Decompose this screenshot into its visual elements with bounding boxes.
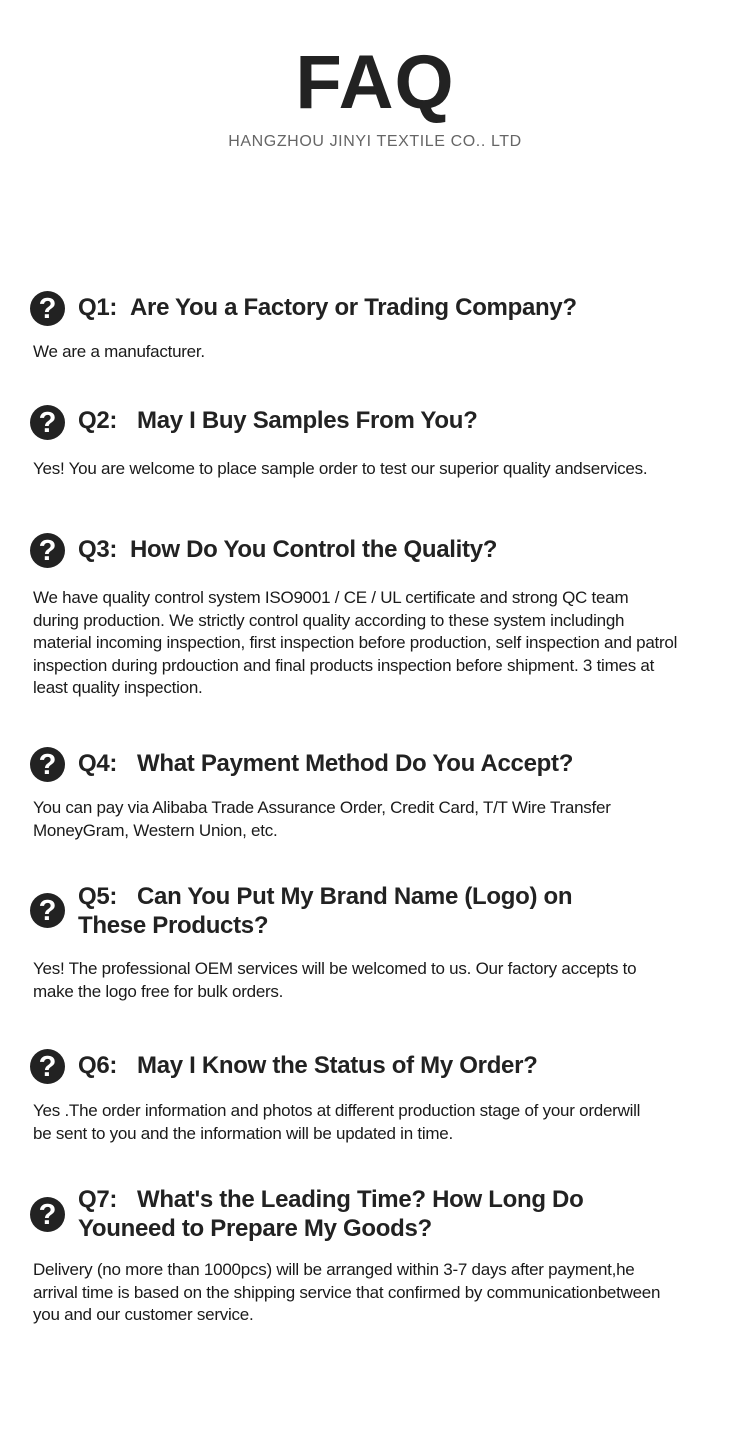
faq-answer: Yes! The professional OEM services will be welcomed to us. Our factory accepts to make the logo free for bulk orders. bbox=[33, 959, 637, 1001]
faq-answer: We are a manufacturer. bbox=[33, 342, 205, 361]
question-icon: ? bbox=[30, 405, 65, 440]
faq-question: Q1: Are You a Factory or Trading Company? bbox=[78, 294, 577, 321]
faq-question: Q7: What's the Leading Time? How Long Do Youneed to Prepare My Goods? bbox=[78, 1186, 584, 1242]
faq-question: Q5: Can You Put My Brand Name (Logo) on These Products? bbox=[78, 883, 573, 939]
faq-answer: Yes .The order information and photos at different production stage of your orderwill be sent to you and the information will be updated in time. bbox=[33, 1101, 641, 1143]
company-name: HANGZHOU JINYI TEXTILE CO.. LTD bbox=[228, 133, 522, 150]
faq-question: Q3: How Do You Control the Quality? bbox=[78, 536, 498, 563]
question-icon: ? bbox=[30, 1197, 65, 1232]
faq-answer: Yes! You are welcome to place sample order to test our superior quality andservices. bbox=[33, 459, 648, 478]
question-icon: ? bbox=[30, 291, 65, 326]
question-icon: ? bbox=[30, 747, 65, 782]
faq-answer: You can pay via Alibaba Trade Assurance Order, Credit Card, T/T Wire Transfer MoneyGram, Western Union, etc. bbox=[33, 798, 611, 840]
faq-answer: We have quality control system ISO9001 / CE / UL certificate and strong QC team during production. We strictly control quality according to these system includingh material incoming inspection, first inspection before production, self inspection and patrol inspection during prdouction and final products inspection before shipment. 3 times at least quality inspection. bbox=[33, 588, 678, 697]
faq-question: Q6: May I Know the Status of My Order? bbox=[78, 1052, 538, 1079]
question-icon: ? bbox=[30, 1049, 65, 1084]
faq-question: Q2: May I Buy Samples From You? bbox=[78, 407, 478, 434]
question-icon: ? bbox=[30, 533, 65, 568]
faq-answer: Delivery (no more than 1000pcs) will be arranged within 3-7 days after payment,he arrival time is based on the shipping service that confirmed by communicationbetween you and our customer service. bbox=[33, 1260, 661, 1324]
faq-question: Q4: What Payment Method Do You Accept? bbox=[78, 750, 574, 777]
page-title: FAQ bbox=[295, 40, 455, 125]
question-icon: ? bbox=[30, 893, 65, 928]
